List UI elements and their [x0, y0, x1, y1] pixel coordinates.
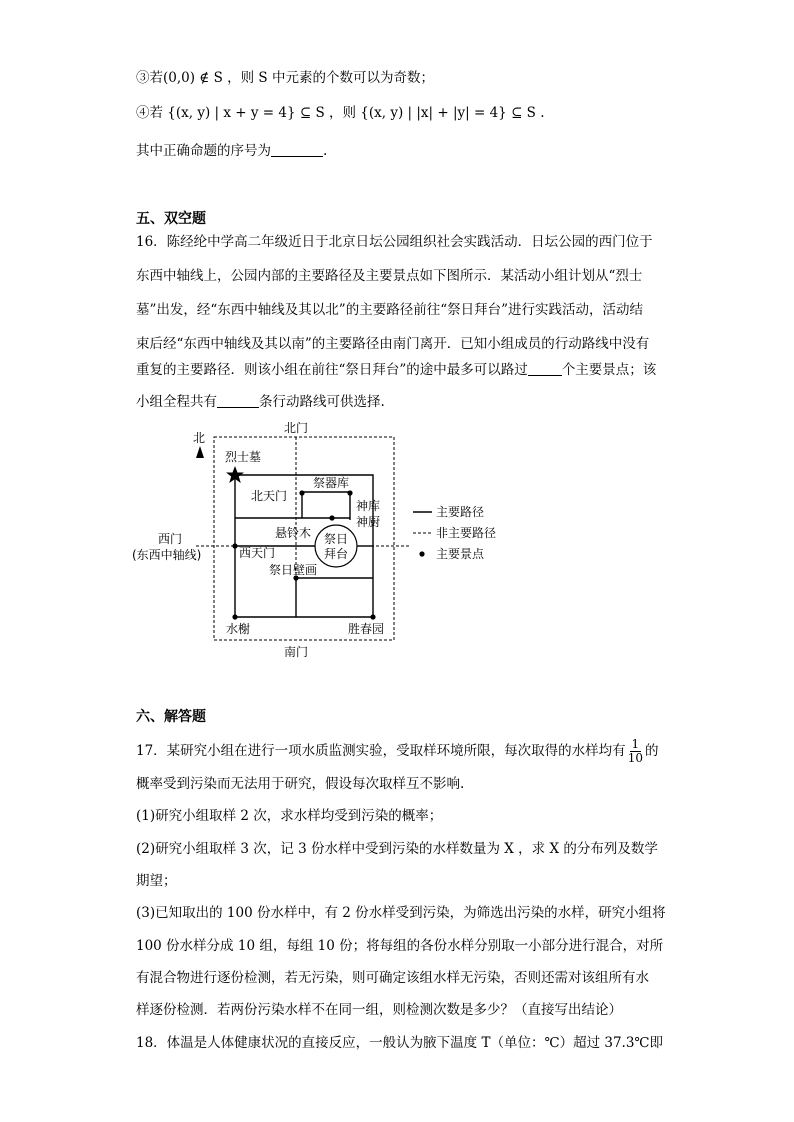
q17-line-1b: 的	[644, 743, 659, 759]
q18-line-1: 18．体温是人体健康状况的直接反应，一般认为腋下温度 T（单位：℃）超过 37.3℃即	[136, 1035, 664, 1051]
q16-line-6a: 小组全程共有	[136, 394, 217, 410]
mural-label: 祭日壁画	[269, 563, 318, 577]
god-storehouse-label: 神库	[356, 499, 381, 513]
west-gate-note: (东西中轴线)	[132, 548, 202, 562]
q17-line-2: 概率受到污染而无法用于研究，假设每次取样互不影响.	[136, 776, 465, 792]
q17-part-3d: 样逐份检测．若两份污染水样不在同一组，则检测次数是多少？（直接写出结论）	[136, 1002, 622, 1018]
q16-line-1: 16．陈经纶中学高二年级近日于北京日坛公园组织社会实践活动．日坛公园的西门位于	[136, 234, 653, 250]
q16-line-2: 东西中轴线上，公园内部的主要路径及主要景点如下图所示．某活动小组计划从“烈士	[136, 268, 643, 284]
water-pavilion-label: 水榭	[226, 622, 251, 636]
q15-item-4: ④若 {(x, y) | x + y = 4} ⊆ S ，则 {(x, y) | |x| + |y| = 4} ⊆ S .	[136, 105, 545, 121]
legend	[413, 505, 496, 561]
q16-line-5b: 个主要景点；该	[561, 362, 657, 378]
compass-label: 北	[193, 431, 206, 445]
legend-main-spot: 主要景点	[436, 547, 485, 561]
legend-main-path: 主要路径	[436, 505, 485, 519]
spot-storehouse	[347, 490, 352, 495]
q16-line-3: 墓”出发，经“东西中轴线及其以北”的主要路径前往“祭日拜台”进行实践活动，活动结	[136, 302, 644, 318]
fraction-numerator: 1	[631, 737, 640, 751]
probability-fraction	[628, 738, 643, 765]
north-heaven-gate-label: 北天门	[251, 489, 288, 503]
q17-part-2b: 期望；	[136, 873, 177, 889]
spot-west-heaven-gate	[232, 543, 237, 548]
north-arrow-icon	[196, 446, 204, 458]
storehouse-label: 祭器库	[313, 476, 350, 490]
q15-prompt-text: 其中正确命题的序号为	[136, 143, 271, 159]
bell-tree-label: 悬铃木	[275, 526, 312, 540]
q16-line-5a: 重复的主要路径．则该小组在前往“祭日拜台”的途中最多可以路过	[136, 362, 528, 378]
spot-shengchun	[370, 614, 375, 619]
q17-line-1a: 17．某研究小组在进行一项水质监测实验，受取样环境所限，每次取得的水样均有	[136, 743, 626, 759]
q16-line-6b: 条行动路线可供选择.	[259, 394, 385, 410]
west-heaven-gate-label: 西天门	[239, 546, 276, 560]
q17-line-1	[136, 738, 676, 765]
q15-prompt-end: .	[323, 143, 328, 159]
spot-north-heaven-gate	[299, 490, 304, 495]
section-5-title: 五、双空题	[136, 211, 206, 227]
q16-line-4: 束后经“东西中轴线及其以南”的主要路径由南门离开．已知小组成员的行动路线中没有	[136, 336, 650, 352]
q17-part-3a: (3)已知取出的 100 份水样中，有 2 份水样受到污染，为筛选出污染的水样，研究小组将	[136, 905, 666, 921]
shengchun-label: 胜春园	[348, 622, 385, 636]
west-gate-label: 西门	[158, 532, 183, 546]
north-gate-label: 北门	[284, 421, 309, 435]
altar-label-1: 祭日	[324, 532, 349, 546]
section-6-title: 六、解答题	[136, 709, 206, 725]
q17-part-2a: (2)研究小组取样 3 次，记 3 份水样中受到污染的水样数量为 X ，求 X 的分布列及数学	[136, 841, 658, 857]
q17-part-3b: 100 份水样分成 10 组，每组 10 份；将每组的各份水样分别取一小部分进行混合，对所	[136, 938, 664, 954]
martyrs-tomb-label: 烈士墓	[225, 450, 262, 464]
fraction-denominator: 10	[627, 751, 643, 765]
q15-item-3: ③若(0,0) ∉ S ，则 S 中元素的个数可以为奇数；	[136, 70, 434, 86]
spot-water-pavilion	[232, 614, 237, 619]
q17-part-1: (1)研究小组取样 2 次，求水样均受到污染的概率；	[136, 808, 443, 824]
god-kitchen-label: 神厨	[356, 515, 381, 529]
q17-part-3c: 有混合物进行逐份检测，若无污染，则可确定该组水样无污染，否则还需对该组所有水	[136, 970, 649, 986]
altar-label-2: 拜台	[324, 547, 349, 561]
south-gate-label: 南门	[284, 645, 309, 659]
spot-bell-tree	[329, 515, 334, 520]
legend-minor-path: 非主要路径	[436, 526, 497, 540]
